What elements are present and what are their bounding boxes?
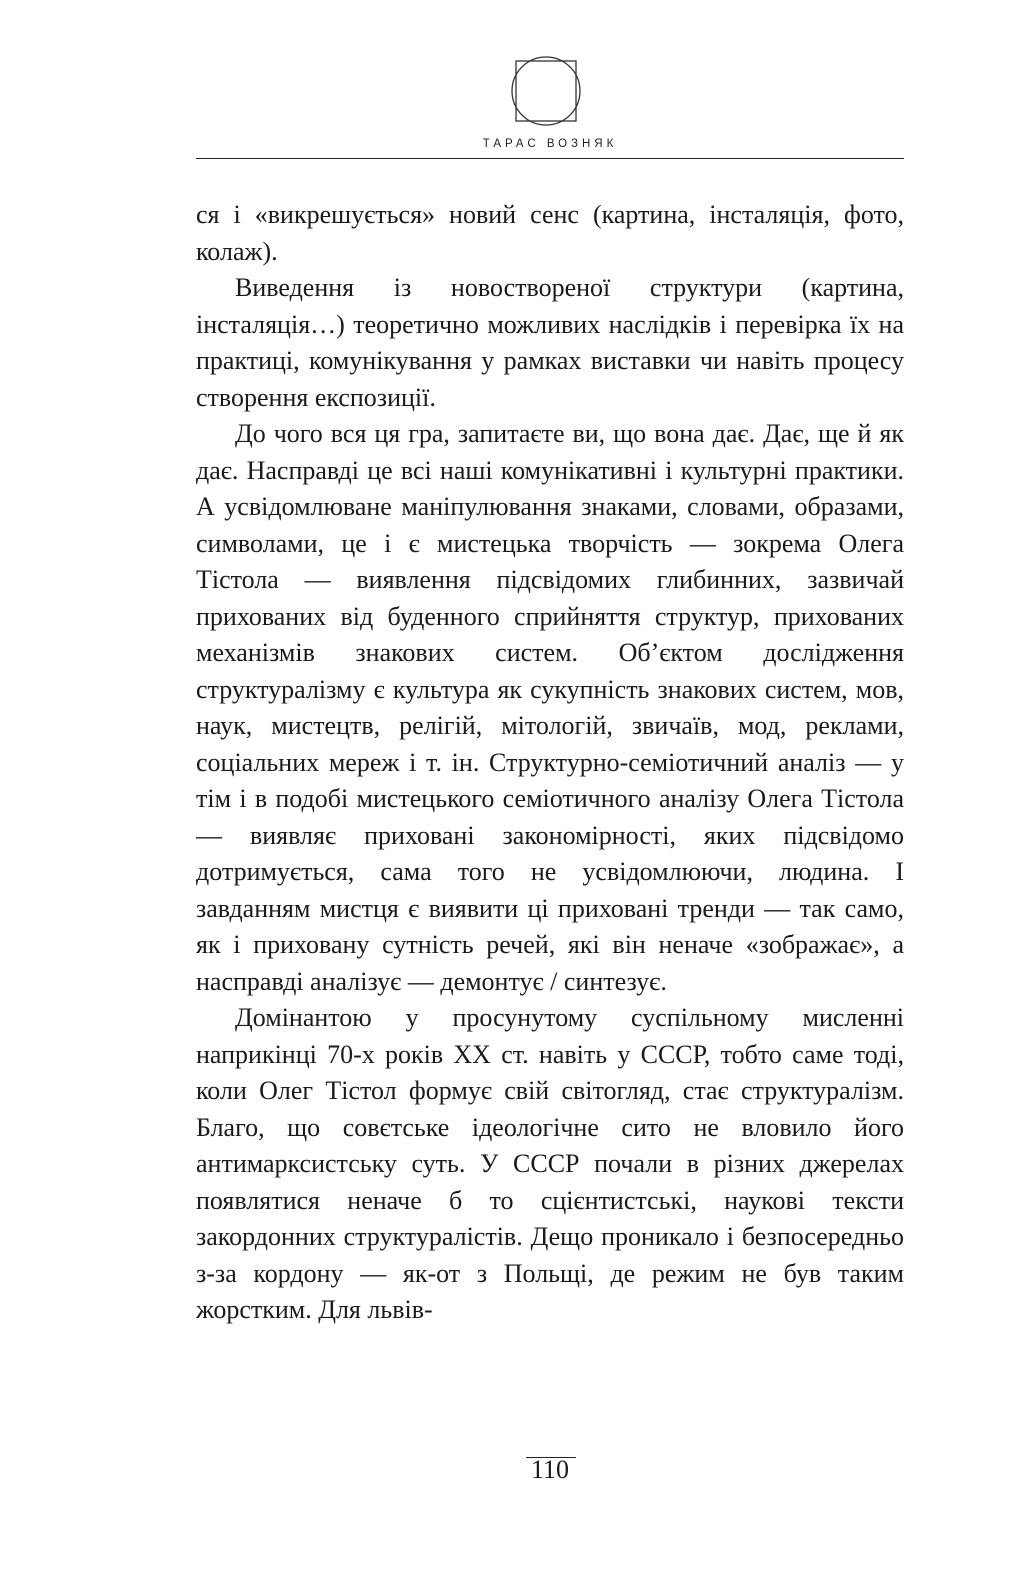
page-body <box>196 197 904 1329</box>
paragraph-1: ся і «викрешується» новий сенс (картина, інсталяція, фото, колаж). <box>196 200 904 266</box>
header-divider <box>196 158 904 159</box>
circle-square-emblem-icon <box>510 48 582 134</box>
page-number: 110 <box>530 1455 570 1484</box>
paragraph-2: Виведення із новоствореної структури (картина, інсталяція…) теоретично можливих наслідків і перевірка їх на практиці, комунікування у рамках виставки чи навіть процесу створення експозиції. <box>196 273 904 412</box>
running-head-author: ТАРАС ВОЗНЯК <box>482 138 618 150</box>
paragraph-4: Домінантою у просунутому суспільному мисленні наприкінці 70-х років XX ст. навіть у СССР, тобто саме тоді, коли Олег Тістол формує свій світогляд, стає структуралізм. Благо, що совєтське ідеологічне сито не вловило його антимарксистську суть. У СССР почали в різних джерелах появлятися неначе б то сцієнтистські, наукові тексти закордонних структуралістів. Дещо проникало і безпосередньо з-за кордону — як-от з Польщі, де режим не був таким жорстким. Для львів- <box>196 1003 904 1324</box>
paragraph-3: До чого вся ця гра, запитаєте ви, що вона дає. Дає, ще й як дає. Насправді це всі наші комунікативні і культурні практики. А усвідомлюване маніпулювання знаками, словами, образами, символами, це і є мистецька творчість — зокрема Олега Тістола — виявлення підсвідомих глибинних, зазвичай прихованих від буденного сприйняття структур, прихованих механізмів знакових систем. Об’єктом дослідження структуралізму є культура як сукупність знакових систем, мов, наук, мистецтв, релігій, мітологій, звичаїв, мод, реклами, соціальних мереж і т. ін. Структурно-семіотичний аналіз — у тім і в подобі мистецького семіотичного аналізу Олега Тістола — виявляє приховані закономірності, яких підсвідомо дотримується, сама того не усвідомлюючи, людина. І завданням мистця є виявити ці приховані тренди — так само, як і приховану сутність речей, які він неначе «зображає», а насправді аналізує — демонтує / синтезує. <box>196 419 904 996</box>
